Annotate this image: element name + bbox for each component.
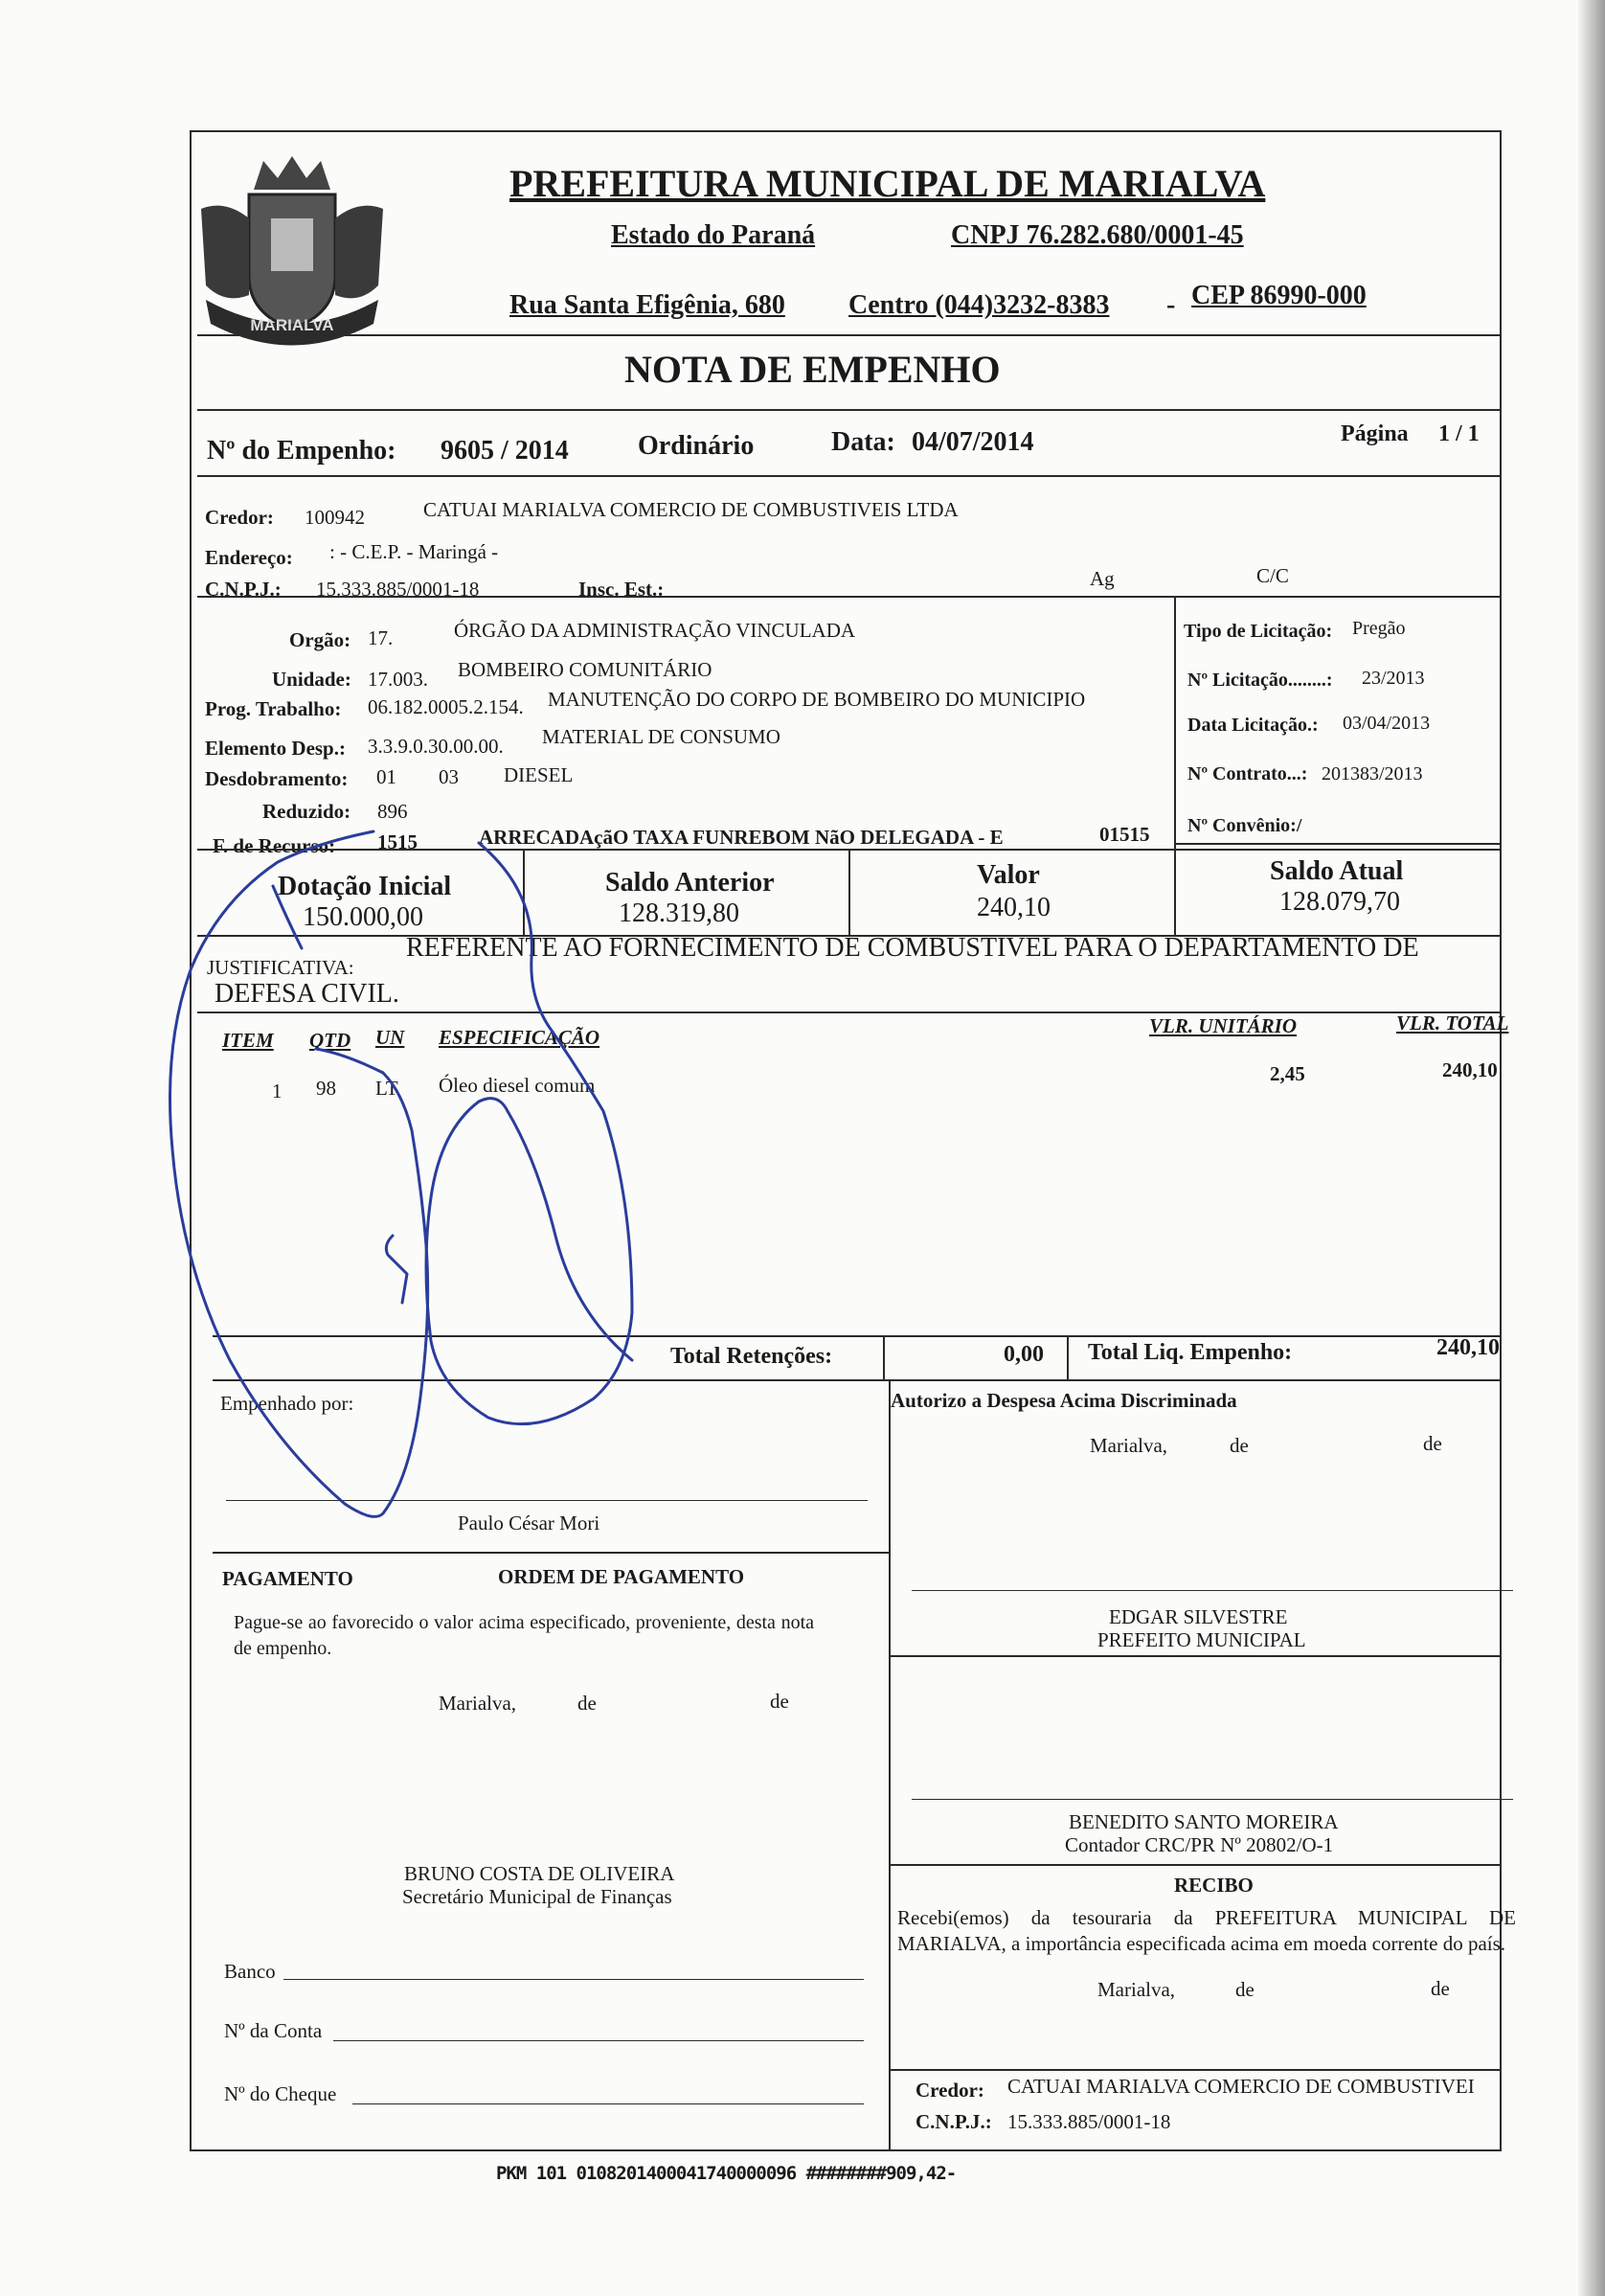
balances-col1-divider [523,849,525,937]
recibo-credor-label: Credor: [916,2079,984,2102]
secretario-name: BRUNO COSTA DE OLIVEIRA [404,1862,675,1885]
row-spec: Óleo diesel comum [439,1074,596,1097]
empenhado-label: Empenhado por: [220,1392,354,1415]
cheque-line [352,2103,864,2104]
col-qtd-header: QTD [309,1029,351,1052]
dotacao-inicial-label: Dotação Inicial [278,872,452,901]
totals-bottom-divider [213,1379,1502,1381]
pagamento-de1: de [577,1692,597,1715]
empenho-divider [197,475,1502,477]
autorizo-place: Marialva, [1090,1434,1168,1457]
data-licitacao-label: Data Licitação.: [1187,715,1319,736]
valor-label: Valor [977,860,1040,890]
contador-title: Contador CRC/PR Nº 20802/O-1 [1065,1833,1334,1856]
org-title: PREFEITURA MUNICIPAL DE MARIALVA [509,162,1266,205]
cheque-label: Nº do Cheque [224,2082,337,2105]
empenhado-sign-line [226,1500,868,1501]
ordem-pagamento-label: ORDEM DE PAGAMENTO [498,1565,745,1588]
totals-top-divider [213,1335,1502,1337]
pagamento-place: Marialva, [439,1692,517,1715]
signatures-center-divider [889,1379,891,2151]
col-item-header: ITEM [222,1029,274,1052]
reduzido-label: Reduzido: [262,800,351,823]
recurso-code: 1515 [377,830,418,853]
creditor-cnpj: 15.333.885/0001-18 [316,578,480,601]
unidade-label: Unidade: [272,668,351,691]
numero-licitacao-label: Nº Licitação........: [1187,670,1333,691]
prog-trabalho-code: 06.182.0005.2.154. [368,695,524,718]
contador-name: BENEDITO SANTO MOREIRA [1069,1810,1339,1833]
creditor-address: : - C.E.P. - Maringá - [329,540,499,563]
orgao-label: Orgão: [289,628,351,651]
tipo-licitacao: Pregão [1352,618,1406,639]
desdobramento-name: DIESEL [504,763,574,786]
account-label: C/C [1256,564,1289,587]
saldo-anterior-value: 128.319,80 [619,898,739,928]
org-cep: CEP 86990-000 [1191,281,1367,310]
creditor-address-label: Endereço: [205,546,293,569]
desdobramento-code2: 03 [439,765,459,788]
budget-licitacao-divider [1174,598,1176,849]
saldo-anterior-label: Saldo Anterior [605,868,775,898]
recibo-cnpj-label: C.N.P.J.: [916,2110,992,2133]
agency-label: Ag [1090,567,1115,590]
conta-label: Nº da Conta [224,2019,323,2042]
desdobramento-code1: 01 [376,765,396,788]
row-total: 240,10 [1442,1058,1498,1081]
elemento-code: 3.3.9.0.30.00.00. [368,735,504,758]
prefeito-name: EDGAR SILVESTRE [1109,1605,1288,1628]
saldo-atual-label: Saldo Atual [1270,856,1404,886]
pagamento-label: PAGAMENTO [222,1567,353,1590]
recurso-label: F. de Recurso: [213,834,336,857]
total-retencoes-label: Total Retenções: [670,1344,833,1369]
recibo-text: Recebi(emos) da tesouraria da PREFEITURA MUNICIPAL DE MARIALVA, a importância especificada acima em moeda corrente do país. [897,1906,1516,1955]
orgao-code: 17. [368,626,394,649]
pagamento-de2: de [770,1690,789,1713]
dotacao-inicial-value: 150.000,00 [303,902,423,932]
data-licitacao: 03/04/2013 [1343,713,1431,734]
creditor-code: 100942 [305,506,365,529]
doc-title: NOTA DE EMPENHO [624,348,1001,391]
desdobramento-label: Desdobramento: [205,767,349,790]
page-number: 1 / 1 [1438,421,1480,446]
licitacao-convenio-divider [1174,843,1502,845]
creditor-cnpj-label: C.N.P.J.: [205,578,282,601]
reduzido-value: 896 [377,800,408,823]
recibo-credor-name: CATUAI MARIALVA COMERCIO DE COMBUSTIVEI [1007,2075,1475,2098]
empenho-date-label: Data: [831,427,895,457]
col-unit-price-header: VLR. UNITÁRIO [1149,1014,1298,1037]
justificativa-divider [197,1012,1502,1013]
prefeito-divider [889,1655,1502,1657]
numero-contrato-label: Nº Contrato...: [1187,763,1308,784]
autorizo-text: Autorizo a Despesa Acima Discriminada [891,1389,1237,1412]
recibo-de1: de [1235,1978,1255,2001]
row-unit-price: 2,45 [1270,1062,1305,1085]
totals-col2-divider [1067,1335,1069,1379]
autorizo-de1: de [1230,1434,1249,1457]
creditor-divider [197,596,1502,598]
footer-code: PKM 101 0108201400041740000096 ########909,42- [496,2163,957,2184]
unidade-name: BOMBEIRO COMUNITÁRIO [458,658,712,681]
creditor-name: CATUAI MARIALVA COMERCIO DE COMBUSTIVEIS LTDA [423,498,959,521]
page-label: Página [1341,421,1409,446]
recibo-de2: de [1431,1977,1450,2000]
coat-of-arms-icon [196,151,388,352]
prefeito-title: PREFEITO MUNICIPAL [1097,1628,1306,1651]
elemento-label: Elemento Desp.: [205,737,346,760]
recibo-credor-divider [889,2069,1502,2071]
org-cnpj: CNPJ 76.282.680/0001-45 [951,220,1244,250]
tipo-licitacao-label: Tipo de Licitação: [1184,621,1333,642]
banco-label: Banco [224,1960,276,1983]
col-spec-header: ESPECIFICAÇÃO [439,1026,600,1049]
prefeito-sign-line [912,1590,1513,1591]
row-item: 1 [272,1080,283,1103]
convenio-label: Nº Convênio:/ [1187,815,1302,836]
state-name: Estado do Paraná [611,220,816,250]
pagamento-text: Pague-se ao favorecido o valor acima especificado, proveniente, desta nota de empenho. [234,1612,814,1659]
row-qtd: 98 [316,1077,336,1100]
insc-est-label: Insc. Est.: [578,578,665,601]
prog-trabalho-name: MANUTENÇÃO DO CORPO DE BOMBEIRO DO MUNICIPIO [548,688,1086,711]
empenho-type: Ordinário [638,431,755,461]
total-liquido-value: 240,10 [1436,1335,1500,1360]
header-separator: - [1166,290,1176,320]
balances-col2-divider [848,849,850,937]
header-divider [197,334,1502,336]
valor-value: 240,10 [977,893,1051,922]
numero-licitacao: 23/2013 [1362,668,1425,689]
creditor-label: Credor: [205,506,274,529]
recibo-label: RECIBO [1174,1874,1254,1897]
empenho-date: 04/07/2014 [912,427,1034,457]
saldo-atual-value: 128.079,70 [1279,887,1400,917]
col-total-header: VLR. TOTAL [1396,1012,1509,1034]
empenho-number-label: Nº do Empenho: [207,436,396,466]
autorizo-de2: de [1423,1432,1442,1455]
org-district-phone: Centro (044)3232-8383 [848,290,1110,320]
justificativa-label: JUSTIFICATIVA: [207,956,354,979]
row-un: LT [375,1077,398,1100]
col-un-header: UN [375,1026,405,1049]
banco-line [283,1979,864,1980]
total-retencoes-value: 0,00 [1004,1342,1044,1367]
pagamento-top-divider [213,1552,889,1554]
orgao-name: ÓRGÃO DA ADMINISTRAÇÃO VINCULADA [454,619,856,642]
justificativa-line1: REFERENTE AO FORNECIMENTO DE COMBUSTIVEL PARA O DEPARTAMENTO DE [406,933,1419,963]
elemento-name: MATERIAL DE CONSUMO [542,725,780,748]
recurso-number: 01515 [1099,823,1150,846]
recibo-place: Marialva, [1097,1978,1176,2001]
org-address: Rua Santa Efigênia, 680 [509,290,785,320]
balances-col3-divider [1174,849,1176,937]
conta-line [333,2040,864,2041]
contador-divider [889,1864,1502,1866]
totals-col1-divider [883,1335,885,1379]
numero-contrato: 201383/2013 [1322,763,1423,784]
empenhado-name: Paulo César Mori [458,1512,600,1534]
coat-motto: MARIALVA [250,316,334,334]
title-divider [197,409,1502,411]
recurso-name: ARRECADAçãO TAXA FUNREBOM NãO DELEGADA - E [479,826,1004,849]
prog-trabalho-label: Prog. Trabalho: [205,697,342,720]
unidade-code: 17.003. [368,668,428,691]
total-liquido-label: Total Liq. Empenho: [1088,1340,1293,1365]
justificativa-line2: DEFESA CIVIL. [215,979,399,1009]
empenho-number: 9605 / 2014 [441,436,569,466]
recibo-cnpj: 15.333.885/0001-18 [1007,2110,1171,2133]
secretario-title: Secretário Municipal de Finanças [402,1885,672,1908]
scan-edge-shadow [1578,0,1605,2296]
contador-sign-line [912,1799,1513,1800]
